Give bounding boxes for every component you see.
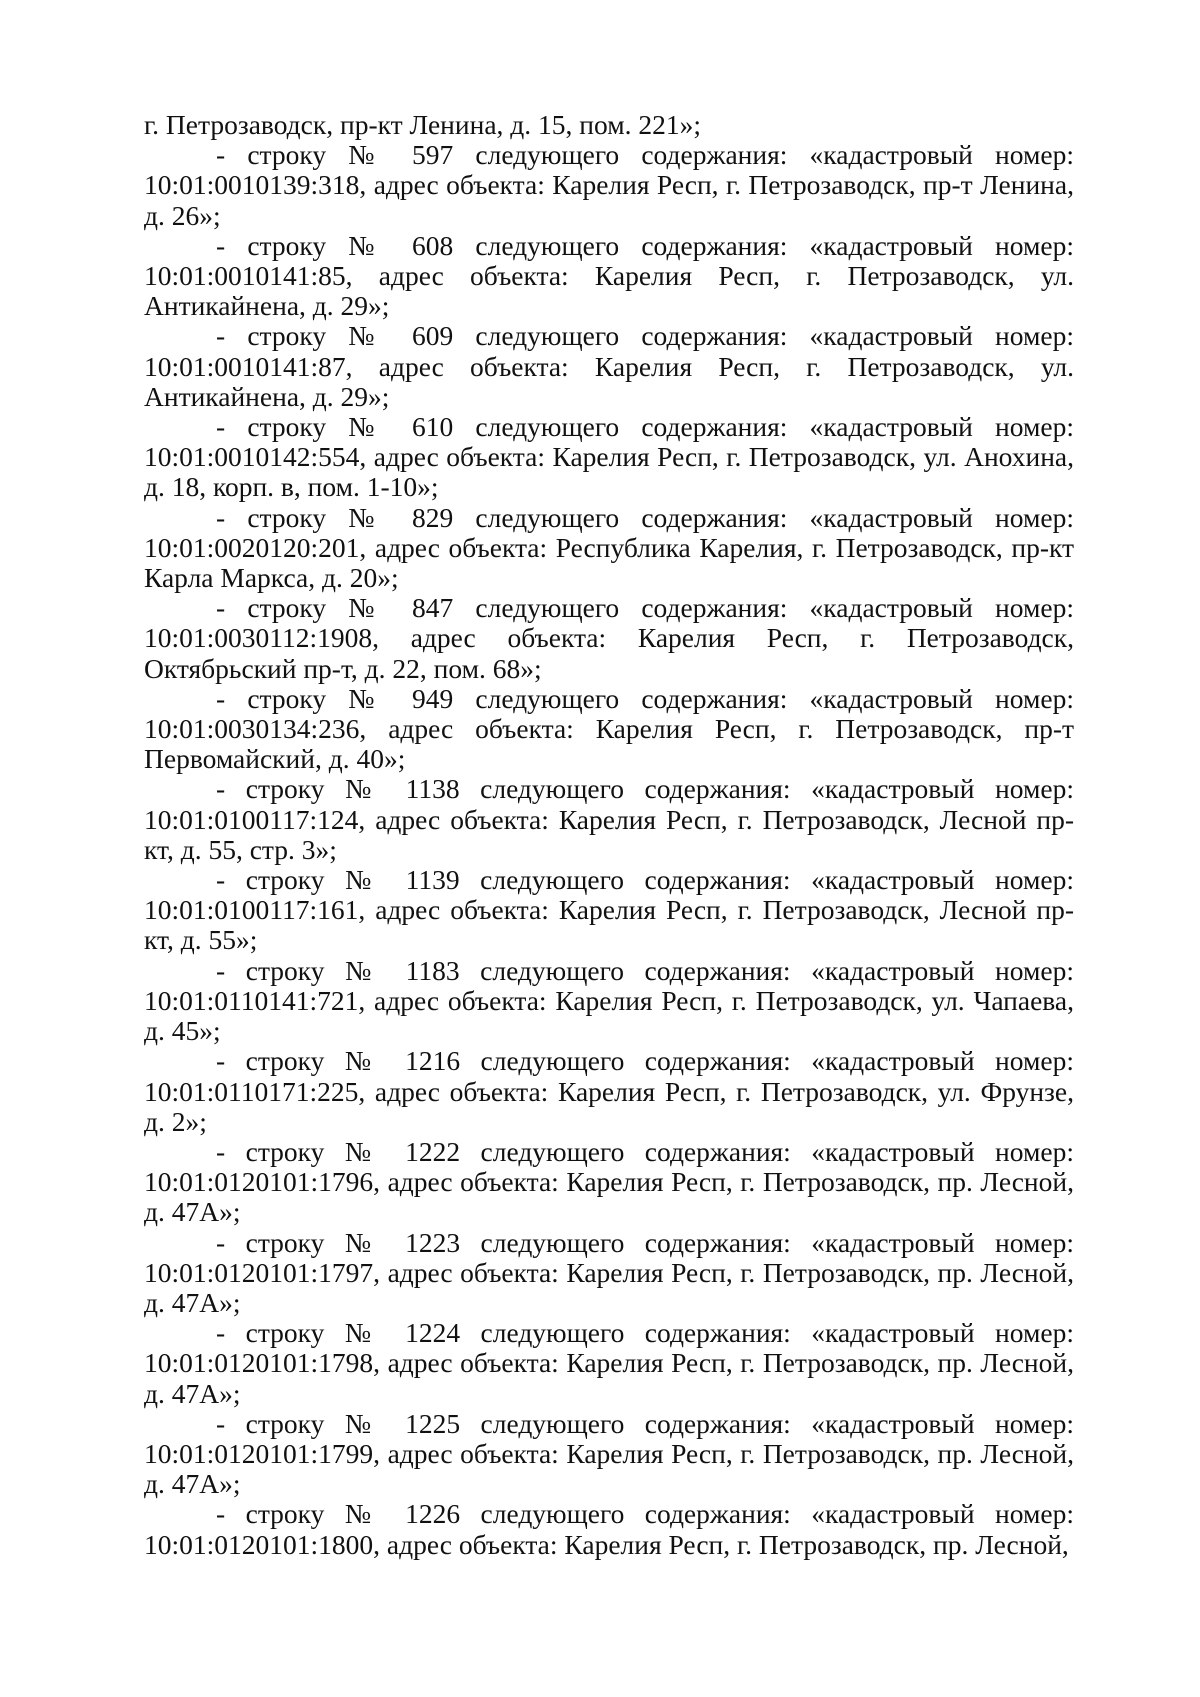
document-body [144,110,1074,1560]
paragraph-row-1183: - строку № 1183 следующего содержания: «кадастровый номер: 10:01:0110141:721, адрес объекта: Карелия Респ, г. Петрозаводск, ул. Чапаева, д. 45»; [144,954,1074,1047]
paragraph-row-610: - строку № 610 следующего содержания: «кадастровый номер: 10:01:0010142:554, адрес объекта: Карелия Респ, г. Петрозаводск, ул. Анохина, д. 18, корп. в, пом. 1-10»; [144,411,1074,503]
paragraph-row-1139: - строку № 1139 следующего содержания: «кадастровый номер: 10:01:0100117:161, адрес объекта: Карелия Респ, г. Петрозаводск, Лесной пр-кт, д. 55»; [144,864,1074,956]
paragraph-row-1222: - строку № 1222 следующего содержания: «кадастровый номер: 10:01:0120101:1796, адрес объекта: Карелия Респ, г. Петрозаводск, пр. Лесной, д. 47А»; [144,1135,1074,1228]
paragraph-row-1138: - строку № 1138 следующего содержания: «кадастровый номер: 10:01:0100117:124, адрес объекта: Карелия Респ, г. Петрозаводск, Лесной пр-кт, д. 55, стр. 3»; [144,773,1074,865]
paragraph-continuation: г. Петрозаводск, пр-кт Ленина, д. 15, пом. 221»; [144,109,701,140]
paragraph-row-609: - строку № 609 следующего содержания: «кадастровый номер: 10:01:0010141:87, адрес объекта: Карелия Респ, г. Петрозаводск, ул. Антикайнена, д. 29»; [144,320,1074,412]
paragraph-row-1225: - строку № 1225 следующего содержания: «кадастровый номер: 10:01:0120101:1799, адрес объекта: Карелия Респ, г. Петрозаводск, пр. Лесной, д. 47А»; [144,1407,1074,1500]
paragraph-row-1216: - строку № 1216 следующего содержания: «кадастровый номер: 10:01:0110171:225, адрес объекта: Карелия Респ, г. Петрозаводск, ул. Фрунзе, д. 2»; [144,1045,1074,1137]
paragraph-row-597: - строку № 597 следующего содержания: «кадастровый номер: 10:01:0010139:318, адрес объекта: Карелия Респ, г. Петрозаводск, пр-т Ленина, д. 26»; [144,139,1074,231]
paragraph-row-608: - строку № 608 следующего содержания: «кадастровый номер: 10:01:0010141:85, адрес объекта: Карелия Респ, г. Петрозаводск, ул. Антикайнена, д. 29»; [144,229,1074,322]
paragraph-row-949: - строку № 949 следующего содержания: «кадастровый номер: 10:01:0030134:236, адрес объекта: Карелия Респ, г. Петрозаводск, пр-т Первомайский, д. 40»; [144,682,1074,775]
paragraph-row-1223: - строку № 1223 следующего содержания: «кадастровый номер: 10:01:0120101:1797, адрес объекта: Карелия Респ, г. Петрозаводск, пр. Лесной, д. 47А»; [144,1226,1074,1318]
paragraph-row-847: - строку № 847 следующего содержания: «кадастровый номер: 10:01:0030112:1908, адрес объекта: Карелия Респ, г. Петрозаводск, Октябрьский пр-т, д. 22, пом. 68»; [144,592,1074,684]
paragraph-row-1224: - строку № 1224 следующего содержания: «кадастровый номер: 10:01:0120101:1798, адрес объекта: Карелия Респ, г. Петрозаводск, пр. Лесной, д. 47А»; [144,1317,1074,1409]
paragraph-row-829: - строку № 829 следующего содержания: «кадастровый номер: 10:01:0020120:201, адрес объекта: Республика Карелия, г. Петрозаводск, пр-кт Карла Маркса, д. 20»; [144,501,1074,594]
paragraph-row-1226: - строку № 1226 следующего содержания: «кадастровый номер: 10:01:0120101:1800, адрес объекта: Карелия Респ, г. Петрозаводск, пр. Лесной, [144,1498,1074,1560]
